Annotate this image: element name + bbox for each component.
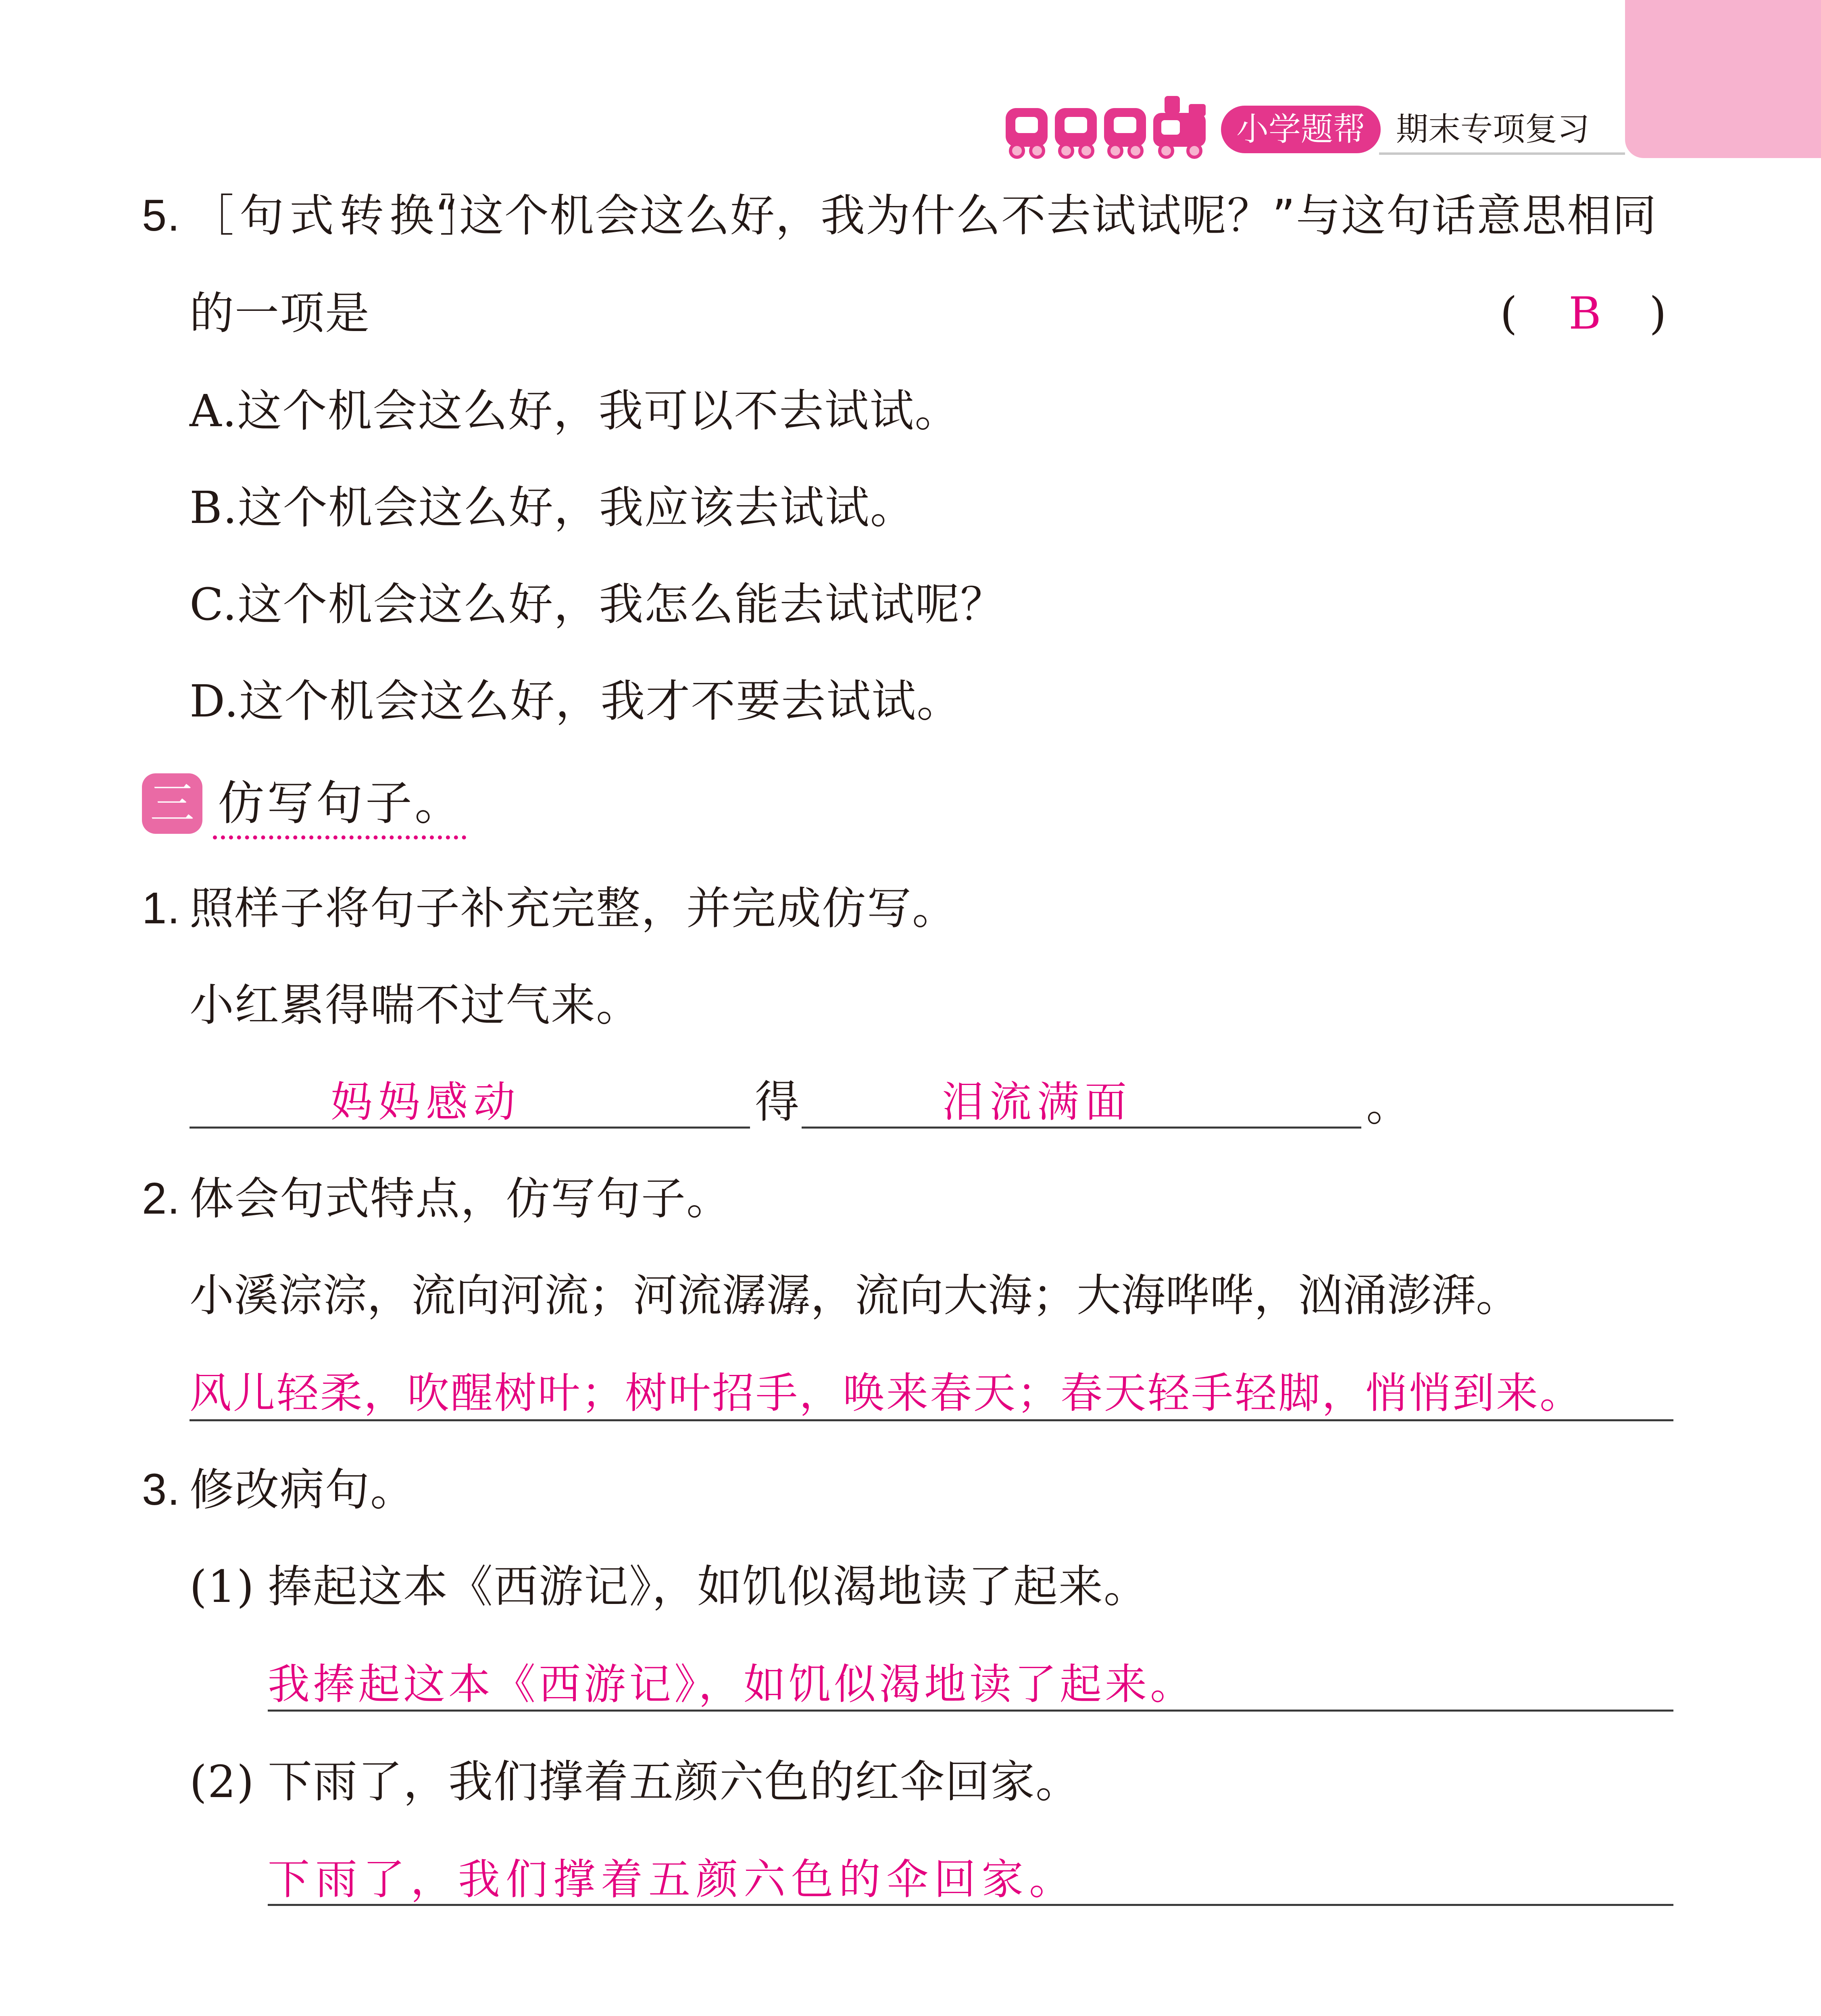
s3-item2-answer: 下雨了，我们撑着五颜六色的伞回家。 (268, 1855, 1077, 1904)
option-text: 这个机会这么好，我应该去试试。 (238, 482, 915, 533)
s3-item1-answer: 我捧起这本《西游记》，如饥似渴地读了起来。 (268, 1660, 1196, 1709)
s1-number: 1. (142, 883, 181, 933)
option-text: 这个机会这么好，我可以不去试试。 (237, 385, 960, 437)
section-badge: 三 (142, 773, 202, 834)
q5-stem-line1: “这个机会这么好，我为什么不去试试呢？”与这句话意思相同 (435, 190, 1657, 242)
s2-example: 小溪淙淙，流向河流；河流潺潺，流向大海；大海哗哗，汹涌澎湃。 (190, 1270, 1520, 1321)
s3-item2-label: (2) (190, 1756, 255, 1808)
q5-number: 5. (142, 191, 181, 240)
section-title: 仿写句子。 (218, 776, 464, 831)
s2-prompt: 体会句式特点，仿写句子。 (190, 1173, 731, 1225)
option-text: 这个机会这么好，我怎么能去试试呢？ (238, 579, 1006, 630)
s1-end: 。 (1366, 1079, 1411, 1131)
s2-answer-line (190, 1419, 1673, 1421)
s2-number: 2. (142, 1174, 181, 1223)
s3-item1-text: 捧起这本《西游记》，如饥似渴地读了起来。 (268, 1561, 1149, 1612)
option-text: 这个机会这么好，我才不要去试试。 (239, 675, 962, 727)
s3-item2-text: 下雨了，我们撑着五颜六色的红伞回家。 (268, 1756, 1081, 1808)
s1-blank-a (190, 1127, 750, 1129)
s1-connector: 得 (755, 1076, 800, 1128)
s3-item2-answer-line (268, 1904, 1673, 1906)
train-icon (1003, 92, 1213, 160)
s1-answer-b: 泪流满面 (942, 1077, 1133, 1127)
q5-option-b (190, 481, 915, 534)
option-letter: C. (190, 579, 238, 630)
s1-blank-b (802, 1127, 1361, 1129)
header-title: 期末专项复习 (1396, 110, 1590, 148)
header-rule (1379, 152, 1625, 155)
s3-item1-label: (1) (190, 1561, 255, 1612)
q5-paren-open: ( (1500, 287, 1518, 339)
s3-prompt: 修改病句。 (190, 1464, 415, 1516)
option-letter: D. (190, 675, 240, 727)
option-letter: A. (190, 385, 238, 437)
s1-example: 小红累得喘不过气来。 (190, 979, 641, 1031)
q5-option-d (190, 675, 962, 727)
q5-paren-close: ) (1649, 287, 1667, 339)
option-letter: B. (190, 482, 238, 533)
section-title-dots (213, 835, 466, 839)
q5-tag: ［句式转换］ (190, 190, 490, 242)
brand-badge: 小学题帮 (1221, 106, 1381, 153)
s3-number: 3. (142, 1465, 181, 1514)
q5-stem-line2: 的一项是 (190, 287, 370, 339)
s2-answer: 风儿轻柔，吹醒树叶；树叶招手，唤来春天；春天轻手轻脚，悄悄到来。 (190, 1368, 1583, 1418)
s1-prompt: 照样子将句子补充完整，并完成仿写。 (190, 883, 957, 934)
s1-answer-a: 妈妈感动 (331, 1077, 521, 1127)
corner-tab (1625, 0, 1821, 158)
q5-option-c (190, 578, 1005, 631)
q5-option-a (190, 385, 960, 437)
q5-answer: B (1569, 287, 1602, 339)
s3-item1-answer-line (268, 1710, 1673, 1712)
